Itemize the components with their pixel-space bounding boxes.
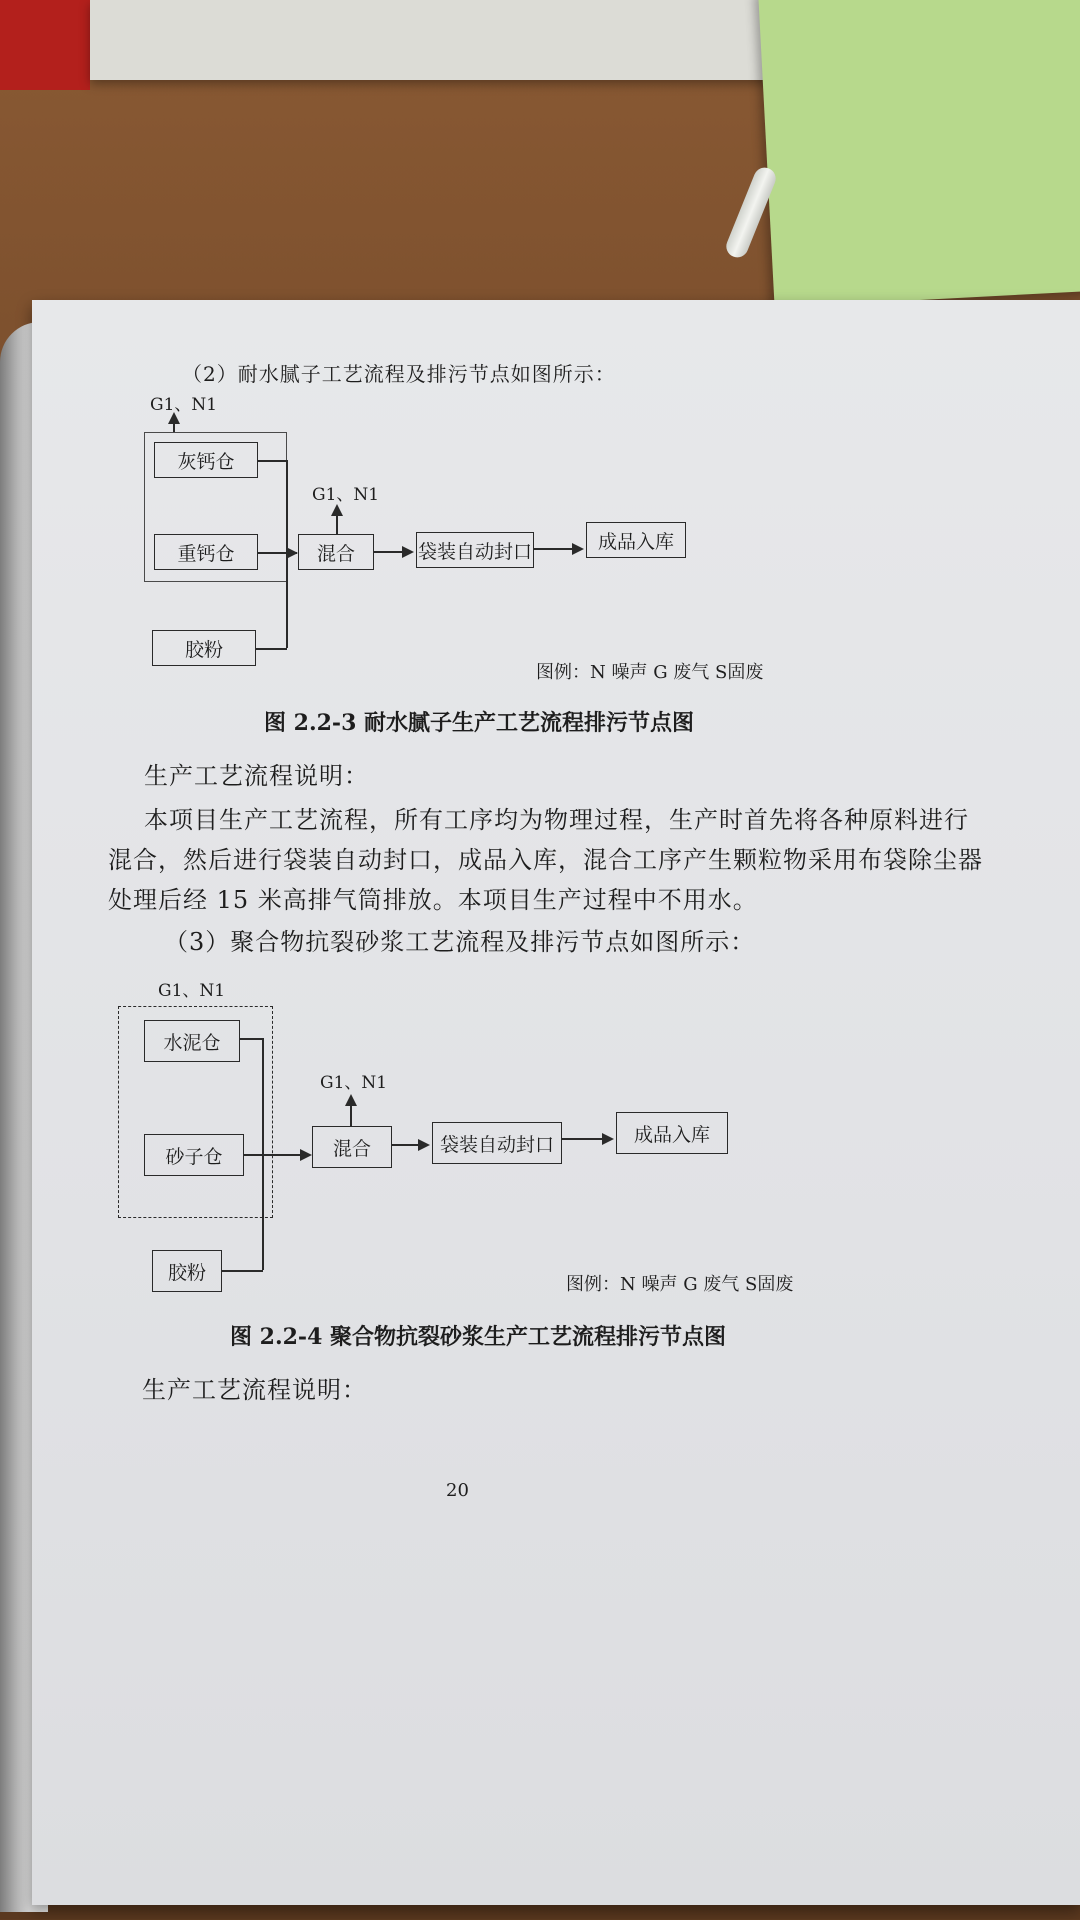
right-arrow-icon bbox=[286, 547, 298, 559]
right-arrow-icon bbox=[402, 546, 414, 558]
connector-line bbox=[562, 1138, 604, 1140]
silo-box: 砂子仓 bbox=[144, 1134, 244, 1176]
mix-box: 混合 bbox=[312, 1126, 392, 1168]
storage-box: 成品入库 bbox=[616, 1112, 728, 1154]
connector-line bbox=[222, 1270, 263, 1272]
silo-box: 重钙仓 bbox=[154, 534, 258, 570]
right-arrow-icon bbox=[602, 1133, 614, 1145]
silo-box: 水泥仓 bbox=[144, 1020, 240, 1062]
up-arrow-icon bbox=[331, 504, 343, 516]
section-3-heading: （3）聚合物抗裂砂浆工艺流程及排污节点如图所示： bbox=[164, 928, 756, 956]
storage-box: 成品入库 bbox=[586, 522, 686, 558]
paragraph-line: 混合，然后进行袋装自动封口，成品入库，混合工序产生颗粒物采用布袋除尘器 bbox=[108, 846, 983, 874]
connector-line bbox=[256, 648, 287, 650]
connector-line bbox=[374, 551, 404, 553]
right-arrow-icon bbox=[300, 1149, 312, 1161]
up-arrow-icon bbox=[168, 412, 180, 424]
mix-box: 混合 bbox=[298, 534, 374, 570]
right-arrow-icon bbox=[572, 543, 584, 555]
description-title: 生产工艺流程说明： bbox=[144, 762, 369, 790]
mix-emission-label: G1、N1 bbox=[320, 1073, 388, 1093]
group-emission-label: G1、N1 bbox=[158, 981, 226, 1001]
paragraph-line: 处理后经 15 米高排气筒排放。本项目生产过程中不用水。 bbox=[108, 886, 758, 914]
red-object bbox=[0, 0, 90, 90]
bagging-box: 袋装自动封口 bbox=[432, 1122, 562, 1164]
mix-emission-label: G1、N1 bbox=[312, 485, 380, 505]
description-title: 生产工艺流程说明： bbox=[142, 1376, 367, 1404]
glue-powder-box: 胶粉 bbox=[152, 630, 256, 666]
glue-powder-box: 胶粉 bbox=[152, 1250, 222, 1292]
connector-line bbox=[244, 1154, 304, 1156]
connector-line bbox=[258, 460, 287, 462]
right-arrow-icon bbox=[418, 1139, 430, 1151]
connector-line bbox=[534, 548, 574, 550]
connector-line bbox=[392, 1144, 420, 1146]
silo-box: 灰钙仓 bbox=[154, 442, 258, 478]
group-emission-label: G1、N1 bbox=[150, 395, 218, 415]
connector-line bbox=[240, 1038, 263, 1040]
paragraph-line: 本项目生产工艺流程，所有工序均为物理过程，生产时首先将各种原料进行 bbox=[144, 806, 969, 834]
figure-caption: 图 2.2-3 耐水腻子生产工艺流程排污节点图 bbox=[264, 710, 695, 736]
page-number: 20 bbox=[446, 1480, 469, 1501]
paper-stack bbox=[90, 0, 790, 80]
legend: 图例：N 噪声 G 废气 S固废 bbox=[536, 662, 764, 683]
green-sheet bbox=[758, 0, 1080, 308]
document-page bbox=[32, 300, 1080, 1905]
figure-caption: 图 2.2-4 聚合物抗裂砂浆生产工艺流程排污节点图 bbox=[230, 1324, 727, 1350]
up-arrow-icon bbox=[345, 1094, 357, 1106]
section-2-heading: （2）耐水腻子工艺流程及排污节点如图所示： bbox=[182, 362, 616, 386]
bagging-box: 袋装自动封口 bbox=[416, 532, 534, 568]
legend: 图例：N 噪声 G 废气 S固废 bbox=[566, 1274, 794, 1295]
